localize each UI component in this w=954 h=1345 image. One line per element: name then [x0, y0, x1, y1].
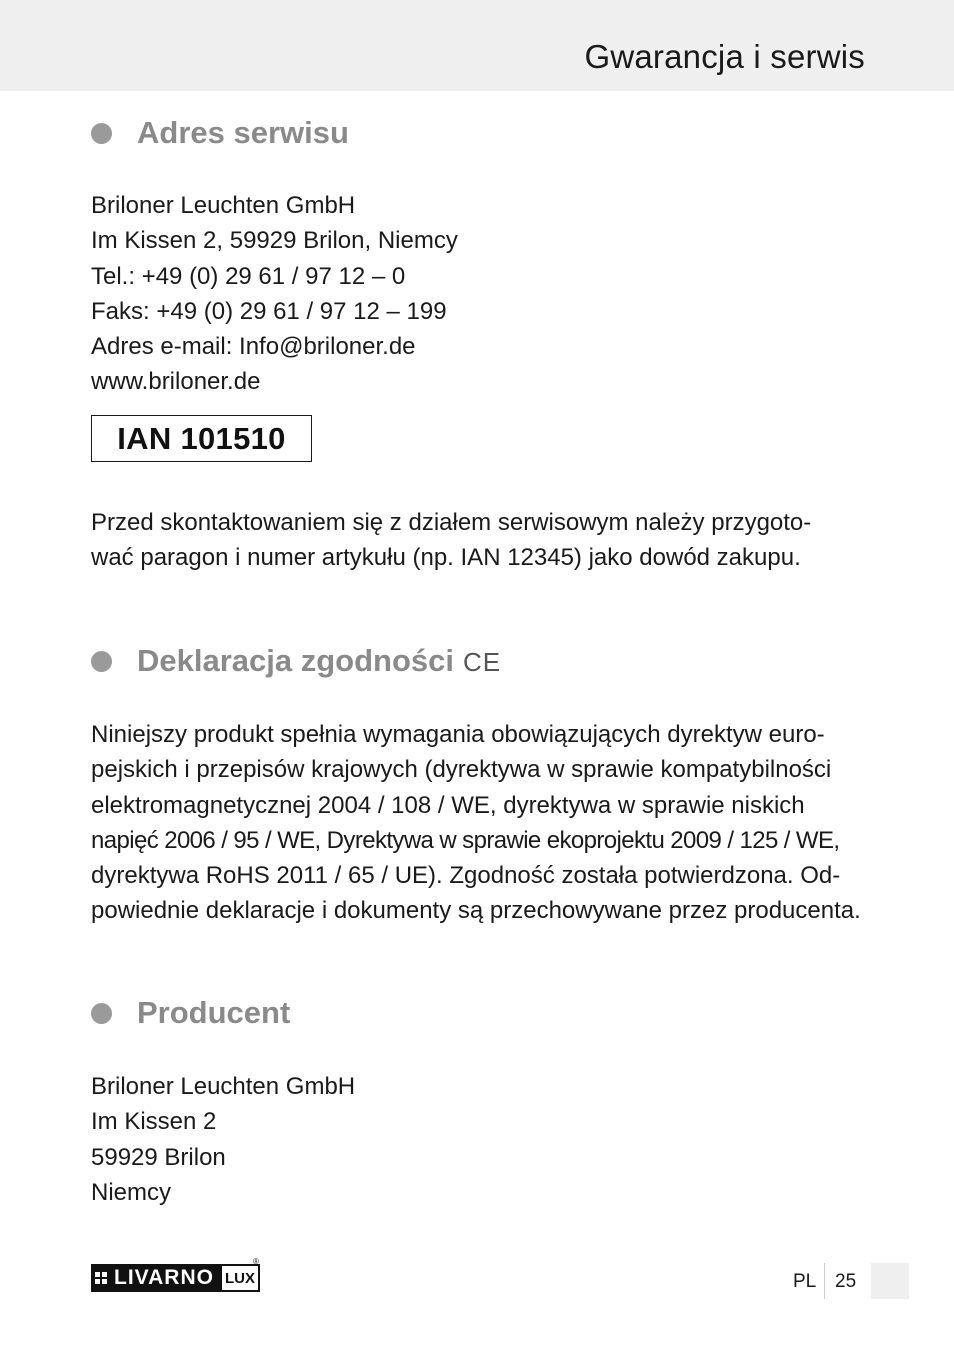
- ian-box: [91, 415, 312, 462]
- livarno-lux-logo: [91, 1257, 260, 1292]
- conformity-heading-text: Deklaracja zgodności: [137, 643, 455, 678]
- note-line: wać paragon i numer artykułu (np. IAN 12345) jako dowód zakupu.: [91, 544, 801, 572]
- bullet-icon: [91, 651, 112, 672]
- conformity-text: [91, 717, 861, 929]
- producer-line: 59929 Brilon: [91, 1143, 226, 1171]
- section-heading-producer: [91, 995, 290, 1031]
- producer-line: Im Kissen 2: [91, 1108, 217, 1136]
- phone-line: Tel.: +49 (0) 29 61 / 97 12 – 0: [91, 262, 406, 290]
- ian-number: IAN 101510: [117, 420, 286, 456]
- fax-line: Faks: +49 (0) 29 61 / 97 12 – 199: [91, 297, 447, 325]
- address-line: Briloner Leuchten GmbH: [91, 192, 356, 219]
- conformity-line: pejskich i przepisów krajowych (dyrektywa w sprawie kompatybilności: [91, 756, 832, 784]
- logo-lux: [220, 1257, 260, 1292]
- section-heading-service: [91, 115, 349, 151]
- logo-main-text: LIVARNO: [114, 1266, 214, 1289]
- service-heading: Adres serwisu: [137, 115, 349, 150]
- service-address: [91, 188, 458, 400]
- conformity-line: elektromagnetycznej 2004 / 108 / WE, dyrektywa w sprawie niskich: [91, 791, 805, 819]
- conformity-line: Niniejszy produkt spełnia wymagania obowiązujących dyrektyw euro-: [91, 721, 825, 748]
- ce-mark-icon: CE: [463, 647, 502, 677]
- website-line: www.briloner.de: [91, 368, 261, 396]
- logo-grid-icon: [95, 1272, 107, 1284]
- producer-heading: Producent: [137, 995, 291, 1030]
- producer-address: [91, 1069, 355, 1210]
- registered-mark: ®: [253, 1257, 259, 1266]
- note-line: Przed skontaktowaniem się z działem serwisowym należy przygoto-: [91, 509, 812, 536]
- section-heading-conformity: [91, 643, 501, 679]
- footer-divider: [824, 1263, 825, 1299]
- logo-main: [91, 1264, 220, 1292]
- page-number: 25: [835, 1271, 857, 1292]
- conformity-line: dyrektywa RoHS 2011 / 65 / UE). Zgodność została potwierdzona. Od-: [91, 862, 841, 890]
- bullet-icon: [91, 123, 112, 144]
- language-code: PL: [793, 1271, 817, 1292]
- page-tab: [871, 1263, 909, 1299]
- producer-line: Briloner Leuchten GmbH: [91, 1073, 356, 1100]
- email-line: Adres e-mail: Info@briloner.de: [91, 333, 416, 361]
- logo-lux-text: LUX: [224, 1269, 255, 1287]
- conformity-heading: [137, 643, 501, 679]
- page-title: Gwarancja i serwis: [584, 38, 865, 75]
- service-note: [91, 505, 811, 576]
- address-line: Im Kissen 2, 59929 Brilon, Niemcy: [91, 227, 458, 255]
- producer-line: Niemcy: [91, 1178, 172, 1206]
- bullet-icon: [91, 1003, 112, 1024]
- conformity-line: napięć 2006 / 95 / WE, Dyrektywa w sprawie ekoprojektu 2009 / 125 / WE,: [91, 826, 840, 854]
- conformity-line: powiednie deklaracje i dokumenty są przechowywane przez producenta.: [91, 897, 861, 925]
